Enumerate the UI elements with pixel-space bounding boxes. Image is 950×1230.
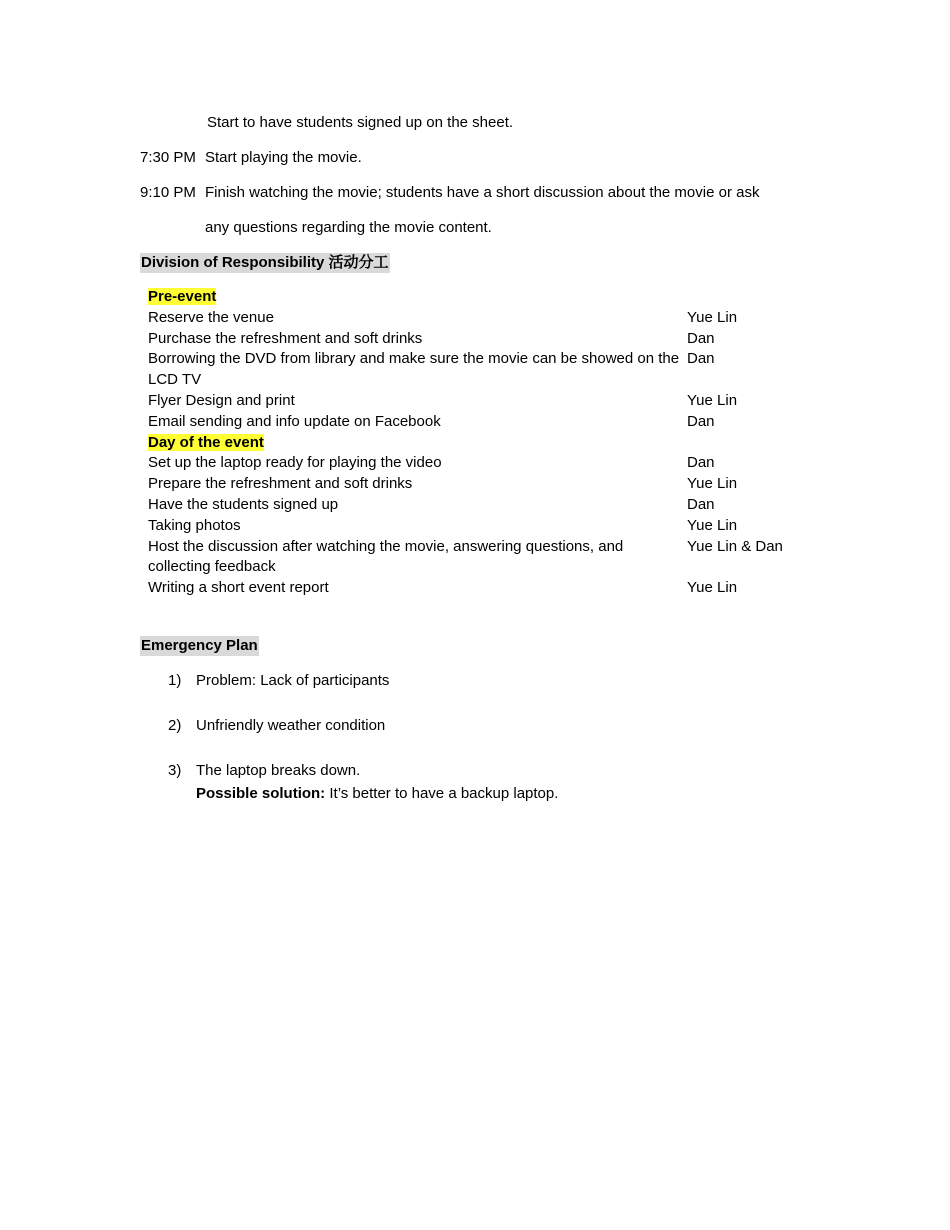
task-cell: Host the discussion after watching the movie, answering questions, and collecting feedback	[148, 537, 624, 576]
owner-cell: Yue Lin & Dan	[687, 537, 783, 555]
possible-solution	[196, 783, 558, 805]
task-cell: Reserve the venue	[148, 308, 274, 326]
task-cell: Set up the laptop ready for playing the video	[148, 454, 442, 472]
solution-label: Possible solution:	[196, 785, 326, 802]
owner-cell: Dan	[687, 350, 715, 368]
owner-cell: Yue Lin	[687, 516, 738, 534]
task-cell: Email sending and info update on Facebook	[148, 412, 441, 430]
task-cell: Prepare the refreshment and soft drinks	[148, 475, 413, 493]
table-row	[146, 349, 809, 391]
schedule-time: 7:30 PM	[140, 149, 196, 166]
table-row	[146, 578, 809, 599]
table-row	[146, 474, 809, 495]
table-row	[146, 537, 809, 579]
owner-cell: Dan	[687, 454, 715, 472]
solution-text: It’s better to have a backup laptop.	[325, 785, 559, 802]
table-row	[146, 453, 809, 474]
schedule-text: Start playing the movie.	[205, 149, 362, 166]
item-text: Unfriendly weather condition	[196, 717, 386, 734]
section-row	[146, 287, 809, 308]
emergency-item	[168, 760, 360, 782]
section-row	[146, 433, 809, 454]
owner-cell: Yue Lin	[687, 308, 738, 326]
item-text: The laptop breaks down.	[196, 762, 361, 779]
emergency-heading: Emergency Plan	[141, 637, 258, 654]
emergency-item	[168, 670, 389, 692]
table-row	[146, 308, 809, 329]
task-cell: Flyer Design and print	[148, 391, 295, 409]
item-number: 3)	[168, 762, 182, 779]
owner-cell: Dan	[687, 495, 715, 513]
pre-event-label: Pre-event	[148, 288, 217, 305]
owner-cell: Dan	[687, 329, 715, 347]
emergency-item	[168, 715, 385, 737]
owner-cell: Yue Lin	[687, 391, 738, 409]
owner-cell: Dan	[687, 412, 715, 430]
item-text: Problem: Lack of participants	[196, 672, 390, 689]
table-row	[146, 391, 809, 412]
task-cell: Borrowing the DVD from library and make sure the movie can be showed on the LCD TV	[148, 350, 680, 389]
task-cell: Taking photos	[148, 516, 241, 534]
owner-cell: Yue Lin	[687, 475, 738, 493]
table-row	[146, 516, 809, 537]
task-cell: Have the students signed up	[148, 495, 339, 513]
item-number: 2)	[168, 717, 182, 734]
task-cell: Writing a short event report	[148, 579, 329, 597]
owner-cell: Yue Lin	[687, 579, 738, 597]
responsibility-table	[146, 287, 809, 599]
table-row	[146, 495, 809, 516]
table-row	[146, 412, 809, 433]
task-cell: Purchase the refreshment and soft drinks	[148, 329, 423, 347]
schedule-text: Finish watching the movie; students have a short discussion about the movie or ask	[205, 184, 760, 201]
table-row	[146, 329, 809, 350]
schedule-time: 9:10 PM	[140, 184, 196, 201]
schedule-text-continued: any questions regarding the movie content.	[205, 219, 492, 236]
schedule-continuation: Start to have students signed up on the sheet.	[207, 114, 514, 131]
day-of-event-label: Day of the event	[148, 433, 264, 451]
division-heading: Division of Responsibility 活动分工	[141, 254, 389, 271]
item-number: 1)	[168, 672, 182, 689]
